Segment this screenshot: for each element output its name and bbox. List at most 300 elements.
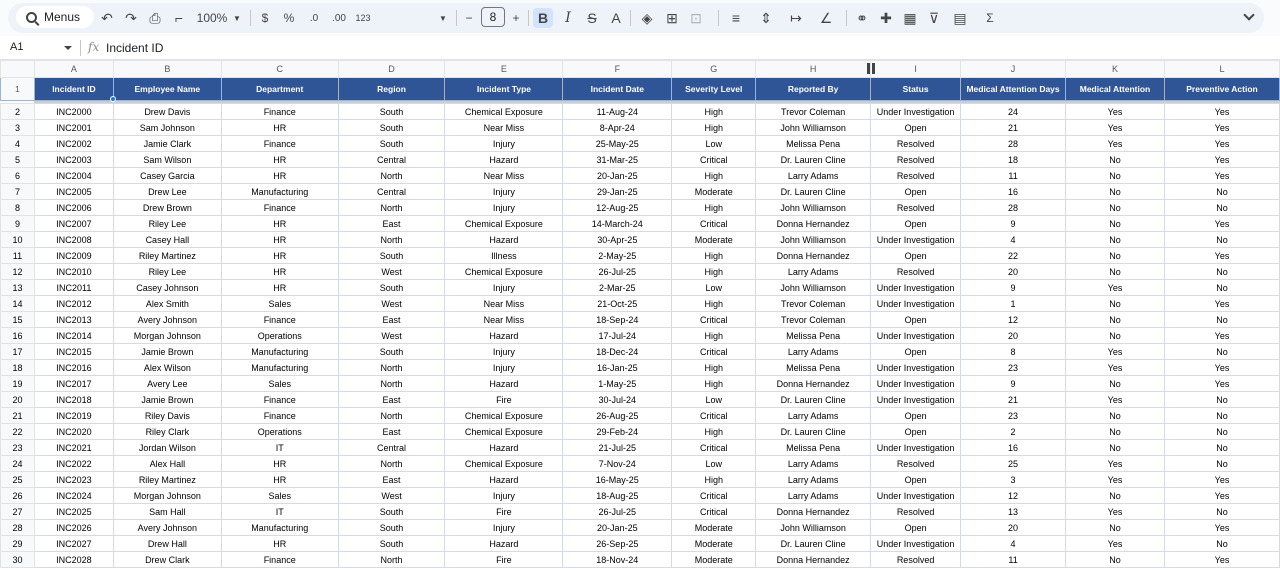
cell[interactable]: INC2000 xyxy=(34,104,113,120)
cell[interactable]: 26-Jul-25 xyxy=(563,264,672,280)
cell[interactable]: West xyxy=(338,264,445,280)
cell[interactable]: Moderate xyxy=(672,536,756,552)
cell[interactable]: Yes xyxy=(1164,360,1279,376)
cell[interactable]: Central xyxy=(338,152,445,168)
cell[interactable]: Yes xyxy=(1164,472,1279,488)
cell[interactable]: Melissa Pena xyxy=(756,360,871,376)
column-header-c[interactable]: C xyxy=(221,61,338,78)
cell[interactable]: Operations xyxy=(221,328,338,344)
cell[interactable]: Trevor Coleman xyxy=(756,104,871,120)
cell[interactable]: INC2022 xyxy=(34,456,113,472)
cell[interactable]: North xyxy=(338,232,445,248)
cell[interactable]: Critical xyxy=(672,488,756,504)
cell[interactable]: North xyxy=(338,168,445,184)
cell[interactable]: No xyxy=(1066,296,1165,312)
functions-button[interactable]: Σ xyxy=(986,11,994,25)
cell[interactable]: Fire xyxy=(445,552,563,568)
cell[interactable]: Yes xyxy=(1066,344,1165,360)
increase-decimal-button[interactable]: .00 xyxy=(332,12,346,24)
zoom-select[interactable]: 100% xyxy=(196,11,228,25)
cell[interactable]: 14-March-24 xyxy=(563,216,672,232)
cell[interactable]: Yes xyxy=(1164,136,1279,152)
cell[interactable]: 11-Aug-24 xyxy=(563,104,672,120)
cell[interactable]: INC2005 xyxy=(34,184,113,200)
cell[interactable]: Resolved xyxy=(871,264,961,280)
cell[interactable]: Chemical Exposure xyxy=(445,456,563,472)
cell[interactable]: Yes xyxy=(1066,104,1165,120)
bold-button[interactable]: B xyxy=(533,8,553,28)
cell[interactable]: Riley Davis xyxy=(113,408,221,424)
cell[interactable]: Drew Brown xyxy=(113,200,221,216)
cell[interactable]: No xyxy=(1066,168,1165,184)
cell[interactable]: No xyxy=(1066,152,1165,168)
cell[interactable]: Drew Hall xyxy=(113,536,221,552)
cell[interactable]: No xyxy=(1164,408,1279,424)
cell[interactable]: Yes xyxy=(1164,248,1279,264)
cell[interactable]: INC2028 xyxy=(34,552,113,568)
cell[interactable]: South xyxy=(338,520,445,536)
decrease-decimal-button[interactable]: .0 xyxy=(309,12,319,24)
insert-comment-icon[interactable]: ✚ xyxy=(880,9,892,26)
cell[interactable]: Larry Adams xyxy=(756,408,871,424)
cell[interactable]: Hazard xyxy=(445,376,563,392)
name-box[interactable]: A1 xyxy=(10,41,24,53)
filter-icon[interactable]: ⊽ xyxy=(928,9,940,26)
cell[interactable]: INC2004 xyxy=(34,168,113,184)
cell[interactable]: North xyxy=(338,200,445,216)
cell[interactable]: Finance xyxy=(221,552,338,568)
cell[interactable]: Resolved xyxy=(871,136,961,152)
cell[interactable]: No xyxy=(1066,248,1165,264)
fill-color-icon[interactable]: ◈ xyxy=(641,9,653,26)
cell[interactable]: Manufacturing xyxy=(221,360,338,376)
cell[interactable]: Hazard xyxy=(445,440,563,456)
column-header-j[interactable]: J xyxy=(961,61,1066,78)
cell[interactable]: High xyxy=(672,328,756,344)
cell[interactable]: Larry Adams xyxy=(756,488,871,504)
row-number[interactable]: 7 xyxy=(1,184,35,200)
cell[interactable]: Trevor Coleman xyxy=(756,312,871,328)
row-number[interactable]: 12 xyxy=(1,264,35,280)
column-header-d[interactable]: D xyxy=(338,61,445,78)
cell[interactable]: Under Investigation xyxy=(871,392,961,408)
cell[interactable]: Critical xyxy=(672,344,756,360)
cell[interactable]: Yes xyxy=(1066,280,1165,296)
cell[interactable]: INC2019 xyxy=(34,408,113,424)
cell[interactable]: INC2009 xyxy=(34,248,113,264)
cell[interactable]: John Williamson xyxy=(756,520,871,536)
cell[interactable]: High xyxy=(672,360,756,376)
cell[interactable]: HR xyxy=(221,152,338,168)
cell[interactable]: Chemical Exposure xyxy=(445,424,563,440)
cell[interactable]: 8 xyxy=(961,344,1066,360)
cell[interactable]: Sam Johnson xyxy=(113,120,221,136)
cell[interactable]: 18 xyxy=(961,152,1066,168)
cell[interactable]: INC2023 xyxy=(34,472,113,488)
cell[interactable]: Sam Hall xyxy=(113,504,221,520)
cell[interactable]: 18-Sep-24 xyxy=(563,312,672,328)
cell[interactable]: 11 xyxy=(961,552,1066,568)
header-cell[interactable]: Medical Attention xyxy=(1066,78,1165,101)
cell[interactable]: High xyxy=(672,248,756,264)
cell[interactable]: Donna Hernandez xyxy=(756,376,871,392)
print-icon[interactable]: ⎙ xyxy=(149,9,161,26)
cell[interactable]: 26-Sep-25 xyxy=(563,536,672,552)
cell[interactable]: 23 xyxy=(961,360,1066,376)
cell[interactable]: Yes xyxy=(1164,296,1279,312)
cell[interactable]: HR xyxy=(221,472,338,488)
percent-format-button[interactable]: % xyxy=(283,11,295,25)
row-number[interactable]: 19 xyxy=(1,376,35,392)
row-number[interactable]: 18 xyxy=(1,360,35,376)
cell[interactable]: Injury xyxy=(445,360,563,376)
cell[interactable]: Yes xyxy=(1066,536,1165,552)
text-color-button[interactable]: A xyxy=(611,10,621,26)
cell[interactable]: 3 xyxy=(961,472,1066,488)
column-header-a[interactable]: A xyxy=(34,61,113,78)
cell[interactable]: No xyxy=(1164,536,1279,552)
row-number[interactable]: 4 xyxy=(1,136,35,152)
cell[interactable]: South xyxy=(338,344,445,360)
cell[interactable]: No xyxy=(1066,312,1165,328)
row-number[interactable]: 6 xyxy=(1,168,35,184)
cell[interactable]: INC2008 xyxy=(34,232,113,248)
cell[interactable]: West xyxy=(338,328,445,344)
cell[interactable]: Injury xyxy=(445,520,563,536)
cell[interactable]: Riley Lee xyxy=(113,264,221,280)
cell[interactable]: 16 xyxy=(961,184,1066,200)
cell[interactable]: 22 xyxy=(961,248,1066,264)
row-number[interactable]: 25 xyxy=(1,472,35,488)
cell[interactable]: Finance xyxy=(221,200,338,216)
cell[interactable]: Yes xyxy=(1164,520,1279,536)
cell[interactable]: High xyxy=(672,264,756,280)
cell[interactable]: 24 xyxy=(961,104,1066,120)
cell[interactable]: Yes xyxy=(1066,504,1165,520)
cell[interactable]: No xyxy=(1066,488,1165,504)
cell[interactable]: Open xyxy=(871,520,961,536)
cell[interactable]: Injury xyxy=(445,344,563,360)
cell[interactable]: Resolved xyxy=(871,168,961,184)
cell[interactable]: Sales xyxy=(221,488,338,504)
cell[interactable]: Yes xyxy=(1164,328,1279,344)
cell[interactable]: Open xyxy=(871,120,961,136)
cell[interactable]: Jamie Brown xyxy=(113,392,221,408)
row-number[interactable]: 27 xyxy=(1,504,35,520)
cell[interactable]: INC2021 xyxy=(34,440,113,456)
strikethrough-button[interactable]: S xyxy=(587,10,597,26)
row-number[interactable]: 13 xyxy=(1,280,35,296)
cell[interactable]: John Williamson xyxy=(756,200,871,216)
cell[interactable]: Yes xyxy=(1066,472,1165,488)
cell[interactable]: Riley Martinez xyxy=(113,248,221,264)
cell[interactable]: No xyxy=(1164,456,1279,472)
cell[interactable]: 25-May-25 xyxy=(563,136,672,152)
cell[interactable]: INC2002 xyxy=(34,136,113,152)
cell[interactable]: Trevor Coleman xyxy=(756,296,871,312)
borders-icon[interactable]: ⊞ xyxy=(666,9,678,26)
cell[interactable]: High xyxy=(672,168,756,184)
name-box-dropdown-icon[interactable] xyxy=(64,46,72,50)
header-cell[interactable]: Incident ID xyxy=(34,78,113,101)
currency-format-button[interactable]: $ xyxy=(261,11,269,25)
cell[interactable]: Moderate xyxy=(672,232,756,248)
cell[interactable]: Melissa Pena xyxy=(756,440,871,456)
cell[interactable]: Drew Clark xyxy=(113,552,221,568)
cell[interactable]: 12-Aug-25 xyxy=(563,200,672,216)
cell[interactable]: Under Investigation xyxy=(871,360,961,376)
row-number[interactable]: 1 xyxy=(1,78,35,101)
cell[interactable]: South xyxy=(338,504,445,520)
column-header-b[interactable]: B xyxy=(113,61,221,78)
cell[interactable]: No xyxy=(1066,200,1165,216)
cell[interactable]: Chemical Exposure xyxy=(445,216,563,232)
zoom-dropdown-icon[interactable]: ▼ xyxy=(233,13,241,23)
cell[interactable]: Casey Johnson xyxy=(113,280,221,296)
cell[interactable]: HR xyxy=(221,120,338,136)
cell[interactable]: 16-Jan-25 xyxy=(563,360,672,376)
cell[interactable]: Larry Adams xyxy=(756,264,871,280)
cell[interactable]: 20-Jan-25 xyxy=(563,168,672,184)
cell[interactable]: Injury xyxy=(445,488,563,504)
cell[interactable]: North xyxy=(338,456,445,472)
header-cell[interactable]: Employee Name xyxy=(113,78,221,101)
cell[interactable]: Donna Hernandez xyxy=(756,504,871,520)
cell[interactable]: Central xyxy=(338,184,445,200)
row-number[interactable]: 2 xyxy=(1,104,35,120)
cell[interactable]: Yes xyxy=(1164,376,1279,392)
cell[interactable]: Avery Johnson xyxy=(113,520,221,536)
cell[interactable]: High xyxy=(672,424,756,440)
font-dropdown-icon[interactable]: ▼ xyxy=(439,13,447,23)
cell[interactable]: Larry Adams xyxy=(756,456,871,472)
cell[interactable]: Donna Hernandez xyxy=(756,216,871,232)
header-cell[interactable]: Incident Type xyxy=(445,78,563,101)
cell[interactable]: 12 xyxy=(961,312,1066,328)
column-header-e[interactable]: E xyxy=(445,61,563,78)
cell[interactable]: East xyxy=(338,472,445,488)
decrease-font-size-button[interactable]: − xyxy=(465,11,473,25)
cell[interactable]: No xyxy=(1164,424,1279,440)
cell[interactable]: Drew Lee xyxy=(113,184,221,200)
cell[interactable]: INC2012 xyxy=(34,296,113,312)
cell[interactable]: INC2027 xyxy=(34,536,113,552)
row-number[interactable]: 5 xyxy=(1,152,35,168)
vertical-align-icon[interactable]: ⇕ xyxy=(760,9,772,26)
cell[interactable]: INC2003 xyxy=(34,152,113,168)
cell[interactable]: High xyxy=(672,376,756,392)
cell[interactable]: Moderate xyxy=(672,520,756,536)
row-number[interactable]: 30 xyxy=(1,552,35,568)
cell[interactable]: No xyxy=(1164,184,1279,200)
cell[interactable]: 20 xyxy=(961,328,1066,344)
cell[interactable]: North xyxy=(338,408,445,424)
cell[interactable]: John Williamson xyxy=(756,280,871,296)
cell[interactable]: 18-Dec-24 xyxy=(563,344,672,360)
cell[interactable]: 21-Oct-25 xyxy=(563,296,672,312)
cell[interactable]: East xyxy=(338,216,445,232)
column-header-h[interactable]: H xyxy=(756,61,871,78)
row-number[interactable]: 20 xyxy=(1,392,35,408)
cell[interactable]: Finance xyxy=(221,104,338,120)
formula-input[interactable]: Incident ID xyxy=(106,41,164,55)
cell[interactable]: 16 xyxy=(961,440,1066,456)
cell[interactable]: John Williamson xyxy=(756,120,871,136)
cell[interactable]: INC2025 xyxy=(34,504,113,520)
cell[interactable]: INC2017 xyxy=(34,376,113,392)
cell[interactable]: High xyxy=(672,472,756,488)
column-header-f[interactable]: F xyxy=(563,61,672,78)
header-cell[interactable]: Preventive Action xyxy=(1164,78,1279,101)
cell[interactable]: HR xyxy=(221,536,338,552)
cell[interactable]: No xyxy=(1066,408,1165,424)
cell[interactable]: 30-Apr-25 xyxy=(563,232,672,248)
cell[interactable]: Riley Martinez xyxy=(113,472,221,488)
cell[interactable]: Under Investigation xyxy=(871,280,961,296)
cell[interactable]: 25 xyxy=(961,456,1066,472)
cell[interactable]: Open xyxy=(871,248,961,264)
cell[interactable]: High xyxy=(672,120,756,136)
cell[interactable]: Hazard xyxy=(445,472,563,488)
cell[interactable]: 20 xyxy=(961,264,1066,280)
cell[interactable]: Critical xyxy=(672,440,756,456)
menus-search-button[interactable] xyxy=(16,6,94,28)
cell[interactable]: Dr. Lauren Cline xyxy=(756,152,871,168)
cell[interactable]: Critical xyxy=(672,312,756,328)
cell[interactable]: 18-Nov-24 xyxy=(563,552,672,568)
column-header-l[interactable]: L xyxy=(1164,61,1279,78)
cell[interactable]: INC2018 xyxy=(34,392,113,408)
cell[interactable]: Injury xyxy=(445,184,563,200)
cell[interactable]: Low xyxy=(672,136,756,152)
cell[interactable]: Under Investigation xyxy=(871,232,961,248)
cell[interactable]: 28 xyxy=(961,200,1066,216)
text-wrap-icon[interactable]: ↦ xyxy=(790,9,802,26)
cell[interactable]: INC2011 xyxy=(34,280,113,296)
cell[interactable]: INC2020 xyxy=(34,424,113,440)
cell[interactable]: Fire xyxy=(445,504,563,520)
cell[interactable]: Drew Davis xyxy=(113,104,221,120)
cell[interactable]: Operations xyxy=(221,424,338,440)
cell[interactable]: Under Investigation xyxy=(871,376,961,392)
cell[interactable]: Open xyxy=(871,344,961,360)
row-number[interactable]: 22 xyxy=(1,424,35,440)
cell[interactable]: Under Investigation xyxy=(871,296,961,312)
cell[interactable]: 21 xyxy=(961,120,1066,136)
cell[interactable]: Resolved xyxy=(871,456,961,472)
cell[interactable]: Open xyxy=(871,408,961,424)
cell[interactable]: No xyxy=(1066,424,1165,440)
cell[interactable]: Yes xyxy=(1164,120,1279,136)
cell[interactable]: 23 xyxy=(961,408,1066,424)
cell[interactable]: Avery Johnson xyxy=(113,312,221,328)
cell[interactable]: 9 xyxy=(961,216,1066,232)
column-header-g[interactable]: G xyxy=(672,61,756,78)
cell[interactable]: No xyxy=(1066,232,1165,248)
cell[interactable]: 26-Jul-25 xyxy=(563,504,672,520)
cell[interactable]: Dr. Lauren Cline xyxy=(756,536,871,552)
cell[interactable]: Yes xyxy=(1066,392,1165,408)
column-header-i[interactable]: I xyxy=(871,61,961,78)
cell[interactable]: Moderate xyxy=(672,184,756,200)
cell[interactable]: Yes xyxy=(1164,216,1279,232)
cell[interactable]: No xyxy=(1164,504,1279,520)
cell[interactable]: Casey Garcia xyxy=(113,168,221,184)
cell[interactable]: South xyxy=(338,536,445,552)
cell[interactable]: Hazard xyxy=(445,536,563,552)
cell[interactable]: 20-Jan-25 xyxy=(563,520,672,536)
cell[interactable]: Finance xyxy=(221,392,338,408)
cell[interactable]: HR xyxy=(221,248,338,264)
cell[interactable]: 18-Aug-25 xyxy=(563,488,672,504)
row-number[interactable]: 8 xyxy=(1,200,35,216)
cell[interactable]: HR xyxy=(221,168,338,184)
row-number[interactable]: 23 xyxy=(1,440,35,456)
cell[interactable]: Open xyxy=(871,184,961,200)
cell[interactable]: Alex Wilson xyxy=(113,360,221,376)
cell[interactable]: No xyxy=(1066,520,1165,536)
cell[interactable]: Injury xyxy=(445,136,563,152)
cell[interactable]: Under Investigation xyxy=(871,328,961,344)
column-header-k[interactable]: K xyxy=(1066,61,1165,78)
cell[interactable]: Larry Adams xyxy=(756,168,871,184)
cell[interactable]: Low xyxy=(672,392,756,408)
cell[interactable]: Dr. Lauren Cline xyxy=(756,184,871,200)
cell[interactable]: No xyxy=(1164,392,1279,408)
cell[interactable]: Jamie Brown xyxy=(113,344,221,360)
cell[interactable]: Yes xyxy=(1066,136,1165,152)
cell[interactable]: IT xyxy=(221,504,338,520)
cell[interactable]: Donna Hernandez xyxy=(756,552,871,568)
cell[interactable]: 20 xyxy=(961,520,1066,536)
cell[interactable]: Moderate xyxy=(672,552,756,568)
cell[interactable]: Jamie Clark xyxy=(113,136,221,152)
cell[interactable]: No xyxy=(1066,552,1165,568)
cell[interactable]: Alex Hall xyxy=(113,456,221,472)
cell[interactable]: HR xyxy=(221,264,338,280)
cell[interactable]: No xyxy=(1164,264,1279,280)
cell[interactable]: Avery Lee xyxy=(113,376,221,392)
cell[interactable]: Under Investigation xyxy=(871,440,961,456)
cell[interactable]: Near Miss xyxy=(445,120,563,136)
cell[interactable]: West xyxy=(338,488,445,504)
cell[interactable]: 16-May-25 xyxy=(563,472,672,488)
select-all-corner[interactable] xyxy=(1,61,35,78)
cell[interactable]: Finance xyxy=(221,136,338,152)
row-number[interactable]: 15 xyxy=(1,312,35,328)
cell[interactable]: 7-Nov-24 xyxy=(563,456,672,472)
cell[interactable]: 1 xyxy=(961,296,1066,312)
cell[interactable]: Resolved xyxy=(871,504,961,520)
header-cell[interactable]: Department xyxy=(221,78,338,101)
cell[interactable]: Yes xyxy=(1164,152,1279,168)
cell[interactable]: 26-Aug-25 xyxy=(563,408,672,424)
cell[interactable]: No xyxy=(1066,264,1165,280)
cell[interactable]: East xyxy=(338,392,445,408)
cell[interactable]: 30-Jul-24 xyxy=(563,392,672,408)
cell[interactable]: East xyxy=(338,424,445,440)
row-number[interactable]: 29 xyxy=(1,536,35,552)
cell[interactable]: Yes xyxy=(1164,104,1279,120)
redo-icon[interactable]: ↷ xyxy=(125,9,137,26)
cell[interactable]: INC2007 xyxy=(34,216,113,232)
cell[interactable]: HR xyxy=(221,232,338,248)
row-number[interactable]: 28 xyxy=(1,520,35,536)
cell[interactable]: West xyxy=(338,296,445,312)
cell[interactable]: John Williamson xyxy=(756,232,871,248)
cell[interactable]: Manufacturing xyxy=(221,184,338,200)
merge-cells-icon[interactable]: ⊡ xyxy=(690,9,702,26)
